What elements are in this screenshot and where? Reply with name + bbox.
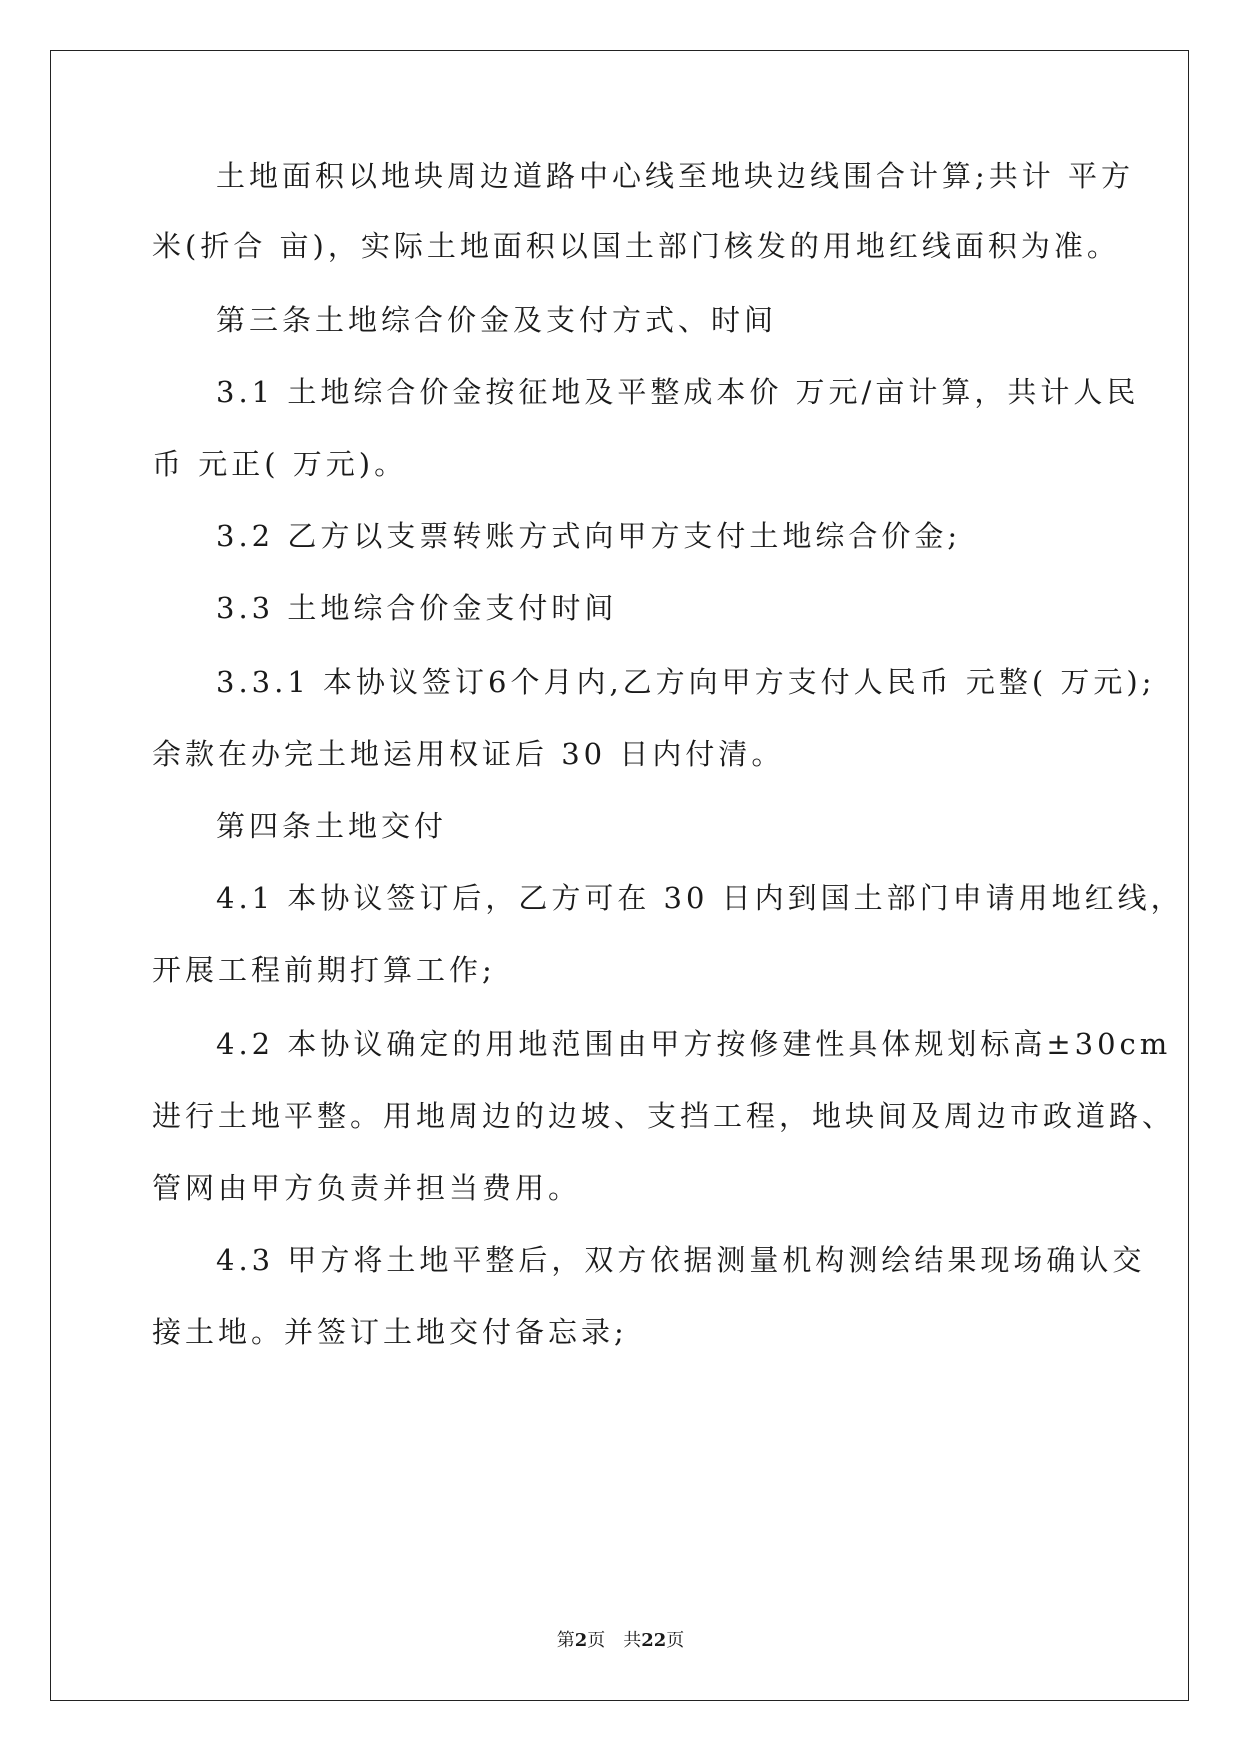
paragraph-4-2-line-2: 进行土地平整。用地周边的边坡、支挡工程，地块间及周边市政道路、 — [152, 1099, 1176, 1133]
paragraph-4-3-line-1: 4.3 甲方将土地平整后，双方依据测量机构测绘结果现场确认交 — [216, 1243, 1146, 1277]
page-footer — [0, 1626, 1241, 1652]
paragraph-land-area-line-1: 土地面积以地块周边道路中心线至地块边线围合计算;共计 平方 — [216, 159, 1134, 193]
page-border — [50, 50, 1189, 1701]
total-pages: 22 — [641, 1630, 667, 1651]
paragraph-3-1-line-1: 3.1 土地综合价金按征地及平整成本价 万元/亩计算，共计人民 — [216, 375, 1140, 409]
paragraph-4-1-line-2: 开展工程前期打算工作; — [152, 953, 496, 987]
total-prefix: 共 — [623, 1630, 642, 1651]
paragraph-4-2-line-1: 4.2 本协议确定的用地范围由甲方按修建性具体规划标高±30cm — [216, 1027, 1172, 1061]
paragraph-4-3-line-2: 接土地。并签订土地交付备忘录; — [152, 1315, 628, 1349]
paragraph-4-1-line-1: 4.1 本协议签订后，乙方可在 30 日内到国土部门申请用地红线， — [216, 881, 1184, 915]
paragraph-3-3-1-line-2: 余款在办完土地运用权证后 30 日内付清。 — [152, 737, 785, 771]
paragraph-3-3: 3.3 土地综合价金支付时间 — [216, 591, 618, 625]
heading-article-3: 第三条土地综合价金及支付方式、时间 — [216, 303, 778, 337]
page-number: 2 — [574, 1630, 588, 1651]
total-suffix: 页 — [666, 1630, 685, 1651]
paragraph-land-area-line-2: 米(折合 亩)，实际土地面积以国土部门核发的用地红线面积为准。 — [152, 229, 1120, 263]
heading-article-4: 第四条土地交付 — [216, 809, 448, 843]
page-prefix: 第 — [556, 1630, 575, 1651]
paragraph-3-2: 3.2 乙方以支票转账方式向甲方支付土地综合价金; — [216, 519, 962, 553]
paragraph-4-2-line-3: 管网由甲方负责并担当费用。 — [152, 1171, 582, 1205]
paragraph-3-1-line-2: 币 元正( 万元)。 — [152, 447, 408, 481]
paragraph-3-3-1-line-1: 3.3.1 本协议签订6个月内,乙方向甲方支付人民币 元整( 万元); — [216, 665, 1156, 699]
page-suffix: 页 — [587, 1630, 606, 1651]
